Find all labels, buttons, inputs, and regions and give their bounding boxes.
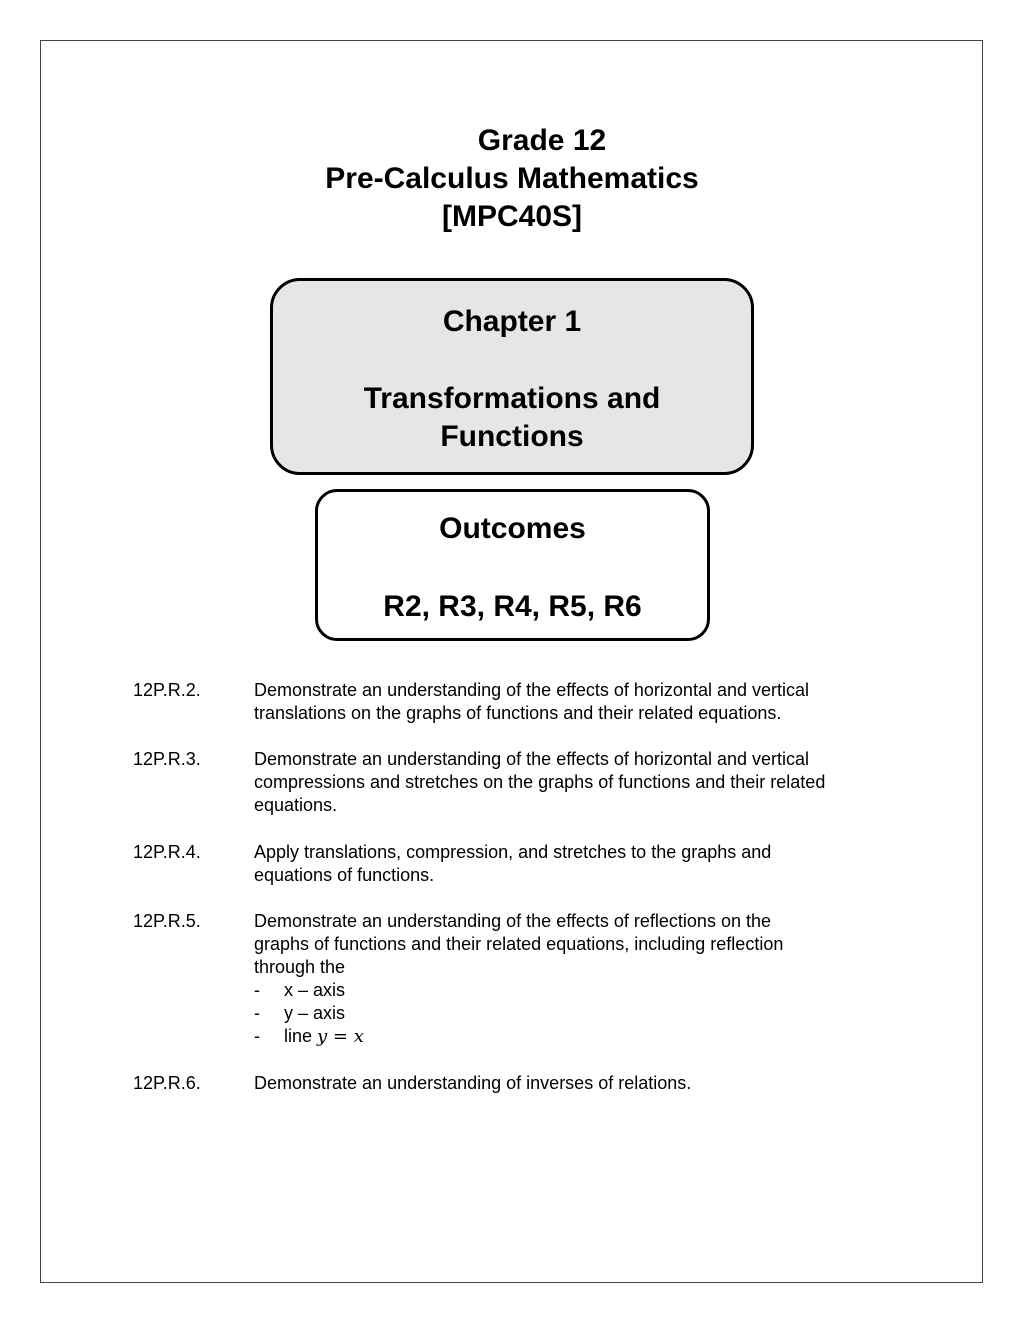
outcome-code: 12P.R.4. — [133, 842, 201, 862]
outcome-line: through the — [254, 957, 346, 977]
bullet-text: x – axis — [284, 980, 346, 1000]
outcome-line: equations of functions. — [254, 865, 435, 885]
chapter-number: Chapter 1 — [442, 305, 582, 338]
bullet-text: line — [284, 1026, 318, 1046]
title-grade: Grade 12 — [477, 124, 607, 157]
outcome-description — [254, 841, 904, 887]
outcome-description — [254, 1072, 904, 1095]
bullet-x-axis — [254, 979, 904, 1002]
outcome-line: equations. — [254, 795, 338, 815]
bullet-dash: - — [254, 1003, 260, 1023]
outcome-line: Demonstrate an understanding of inverses of relations. — [254, 1073, 692, 1093]
document-title — [0, 122, 1024, 236]
outcome-code: 12P.R.6. — [133, 1073, 201, 1093]
outcome-line: Demonstrate an understanding of the effects of horizontal and vertical — [254, 749, 810, 769]
outcome-line: Demonstrate an understanding of the effects of reflections on the — [254, 911, 771, 931]
title-course: Pre-Calculus Mathematics — [325, 162, 699, 195]
bullet-dash: - — [254, 980, 260, 1000]
title-code: [MPC40S] — [441, 200, 583, 233]
outcome-code: 12P.R.5. — [133, 911, 201, 931]
outcome-description — [254, 679, 904, 725]
chapter-title-line2: Functions — [440, 420, 584, 453]
outcome-line: compressions and stretches on the graphs of functions and their related — [254, 772, 826, 792]
bullet-line-y-equals-x — [254, 1025, 904, 1048]
bullet-y-axis — [254, 1002, 904, 1025]
outcome-line: Apply translations, compression, and stretches to the graphs and — [254, 842, 772, 862]
outcomes-heading: Outcomes — [439, 512, 586, 545]
outcomes-codes: R2, R3, R4, R5, R6 — [383, 590, 642, 623]
outcome-code: 12P.R.3. — [133, 749, 201, 769]
outcome-line: translations on the graphs of functions and their related equations. — [254, 703, 782, 723]
outcomes-box — [315, 489, 710, 641]
outcome-description — [254, 910, 904, 1048]
chapter-title-line1: Transformations and — [363, 382, 661, 415]
math-expression: y = x — [317, 1026, 364, 1047]
chapter-box — [270, 278, 754, 475]
bullet-dash: - — [254, 1026, 260, 1046]
outcome-description — [254, 748, 904, 817]
bullet-text: y – axis — [284, 1003, 346, 1023]
outcome-line: Demonstrate an understanding of the effects of horizontal and vertical — [254, 680, 810, 700]
outcome-line: graphs of functions and their related equations, including reflection — [254, 934, 784, 954]
outcome-code: 12P.R.2. — [133, 680, 201, 700]
